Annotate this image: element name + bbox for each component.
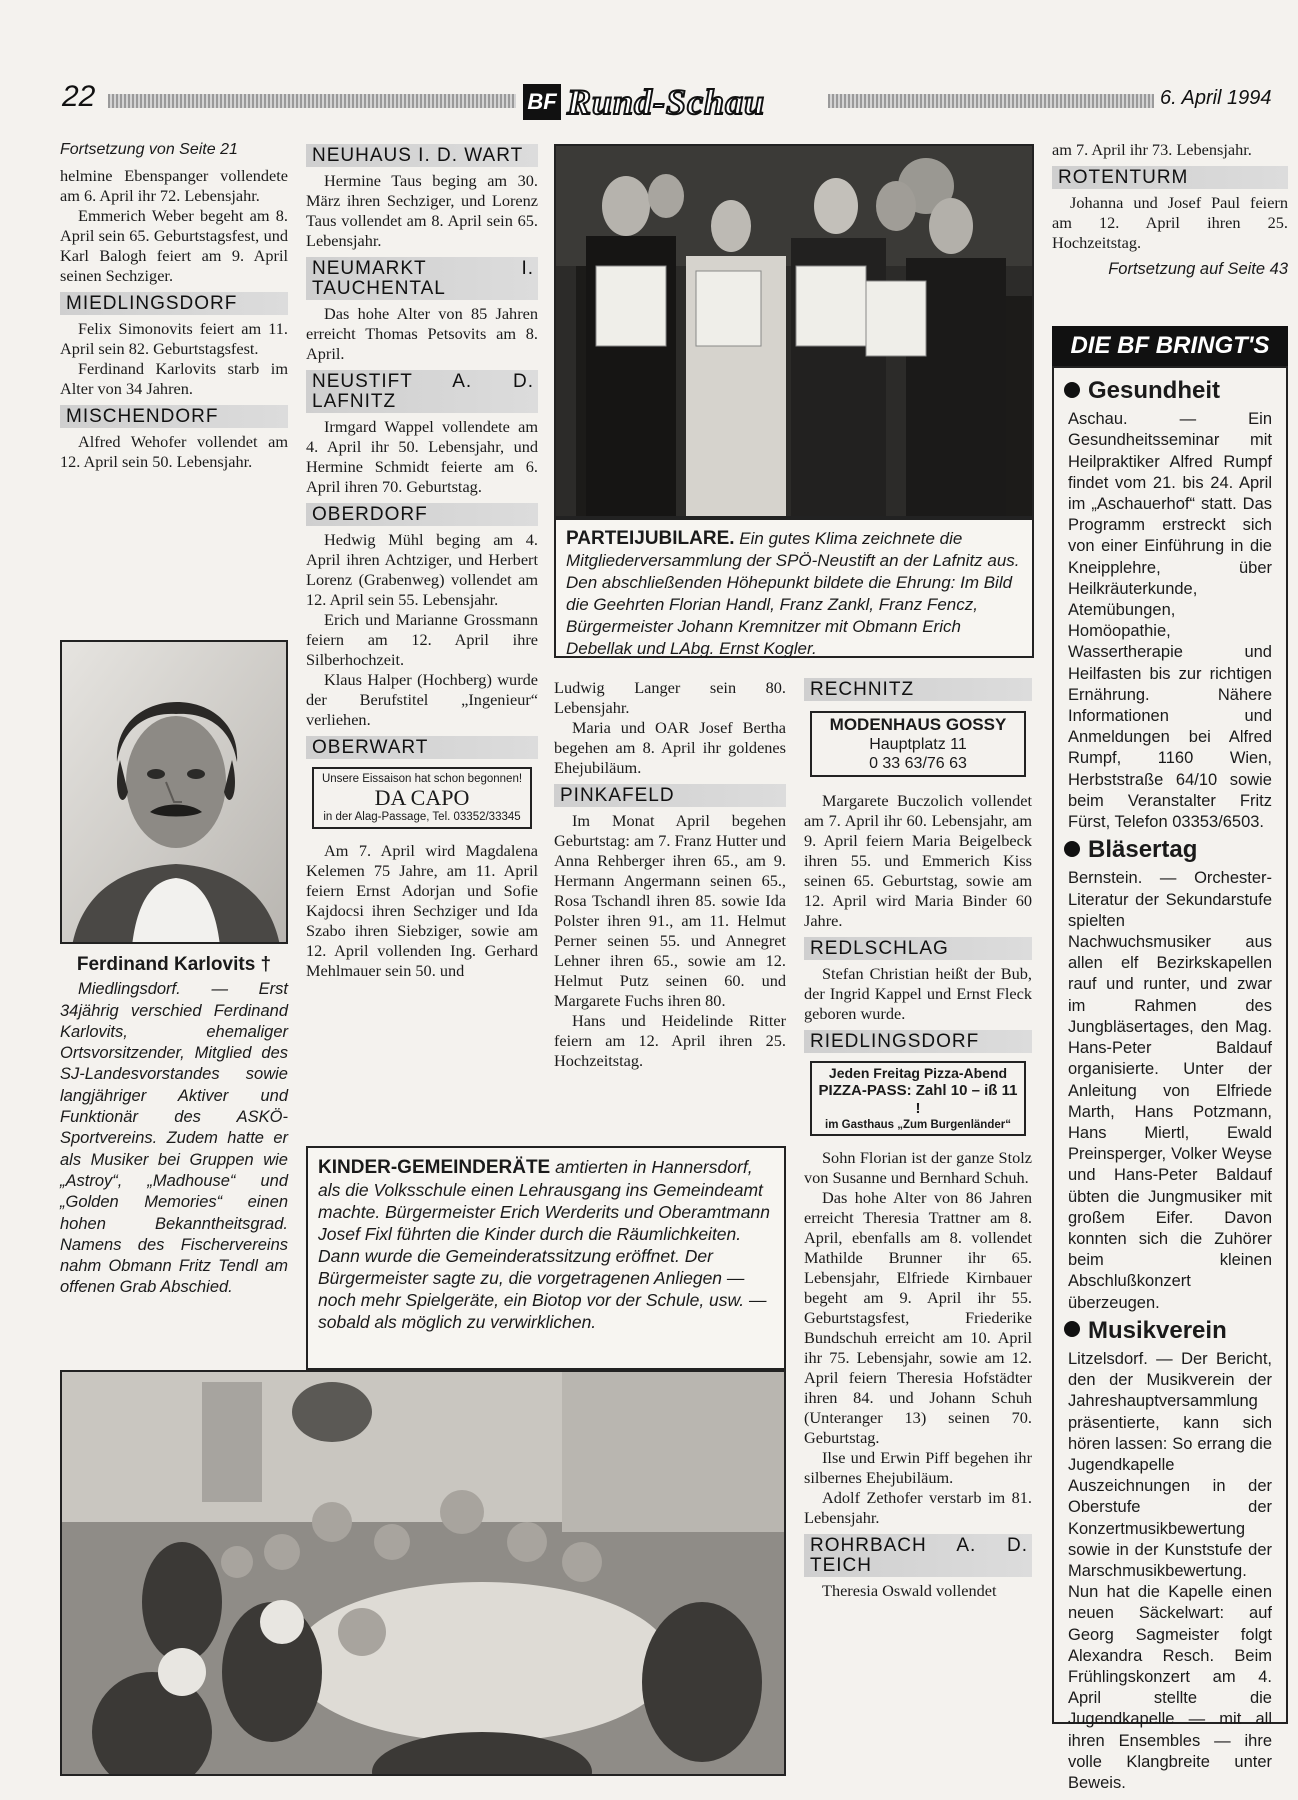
ad-name: MODENHAUS GOSSY	[829, 715, 1007, 734]
paragraph: Felix Simonovits feiert am 11. April sein 82. Geburtstagsfest.	[60, 319, 288, 358]
town-heading: NEUSTIFT A. D. LAFNITZ	[306, 370, 538, 413]
paragraph: Alfred Wehofer vollendet am 12. April sein 50. Lebensjahr.	[60, 432, 288, 471]
portrait-illustration	[62, 642, 288, 944]
paragraph: Hermine Taus beging am 30. März ihren Sechziger, und Lorenz Taus vollendet am 8. April sein 65. Lebensjahr.	[306, 171, 538, 250]
paragraph: Erich und Marianne Grossmann feiern am 12. April ihre Silberhochzeit.	[306, 610, 538, 669]
paragraph: am 7. April ihr 73. Lebensjahr.	[1052, 140, 1252, 159]
paragraph: Hans und Heidelinde Ritter feiern am 12. April ihren 25. Hochzeitstag.	[554, 1011, 786, 1070]
caption-text: Ein gutes Klima zeichnete die Mitgliederversammlung der SPÖ-Neustift an der Lafnitz aus. Den abschließenden Höhepunkt bildete die Ehrung: Im Bild die Geehrten Florian Handl, Franz Zankl, Franz Fencz, Bürgermeister Johann Kremnitzer mit Obmann Erich Debellak und LAbg. Ernst Kogler.	[566, 529, 1020, 658]
paragraph: Ferdinand Karlovits starb im Alter von 34 Jahren.	[60, 359, 288, 398]
header-rule-left	[108, 94, 516, 108]
caption-title: PARTEIJUBILARE.	[566, 528, 735, 549]
ad-line: in der Alag-Passage, Tel. 03352/33345	[323, 811, 521, 823]
logo-title: Rund-Schau	[567, 82, 766, 122]
paragraph: Hedwig Mühl beging am 4. April ihren Achtziger, und Herbert Lorenz (Grabenweg) vollendet am 12. April sein 55. Lebensjahr.	[306, 530, 538, 609]
paragraph: Das hohe Alter von 86 Jahren erreicht Theresia Trattner am 8. April, ebenfalls am 8. vollendet Mathilde Brunner ihr 65. Lebensjahr, Elfriede Kirnbauer begeht am 9. April ihr 55. Geburtstagsfest, Friederike Bundschuh erreicht am 10. April ihr 75. Lebensjahr, sowie am 12. April feiern Theresia Hofstädter ihren 84. und Johann Schuh (Unteranger 13) seinen 70. Geburtstag.	[804, 1188, 1032, 1447]
paragraph: Theresia Oswald vollendet	[822, 1581, 997, 1600]
section-text: Litzelsdorf. — Der Bericht, den der Musikverein der Jahreshauptversammlung präsentierte, kann sich hören lassen: So errang die Jugendkapelle Auszeichnungen in der Oberstufe der Konzertmusikbewertung sowie in der Kunststufe der Marschmusikbewertung. Nun hat die Kapelle einen neuen Säckelwart: auf Georg Sagmeister folgt Alexandra Resch. Beim Frühlingskonzert am 4. April stellte die Jugendkapelle — mit all ihren Ensembles — ihre volle Klangbreite unter Beweis.	[1068, 1349, 1272, 1792]
paragraph: Ludwig Langer sein 80. Lebensjahr.	[554, 678, 786, 717]
pizza-ad	[810, 1061, 1026, 1136]
town-heading: RECHNITZ	[804, 678, 1032, 701]
paragraph: Johanna und Josef Paul feiern am 12. April ihren 25. Hochzeitstag.	[1052, 193, 1288, 252]
column-3	[554, 678, 786, 1071]
ad-line: PIZZA-PASS: Zahl 10 – iß 11 !	[818, 1082, 1018, 1117]
paragraph: Am 7. April wird Magdalena Kelemen 75 Jahre, am 11. April feiern Ernst Adorjan und Sofie Kajdocsi ihren Sechziger und Ida Szabo ihren Siebziger, sowie am 12. April vollenden Ing. Gerhard Mehlmauer sein 50. und	[306, 841, 538, 980]
town-heading: OBERDORF	[306, 503, 538, 526]
paragraph: Adolf Zethofer verstarb im 81. Lebensjahr.	[804, 1488, 1032, 1527]
obituary-photo	[60, 640, 288, 944]
town-heading: PINKAFELD	[554, 784, 786, 807]
section-heading: Bläsertag	[1064, 839, 1272, 860]
ad-address: Hauptplatz 11	[869, 736, 967, 753]
column-4	[804, 678, 1032, 1601]
paragraph: Sohn Florian ist der ganze Stolz von Susanne und Bernhard Schuh.	[804, 1148, 1032, 1187]
paragraph: Irmgard Wappel vollendete am 4. April ihr 50. Lebensjahr, und Hermine Schmidt feierte am 6. April ihren 70. Geburtstag.	[306, 417, 538, 496]
town-heading: ROTENTURM	[1052, 166, 1288, 189]
kinder-photo	[60, 1370, 786, 1776]
logo-bf-mark: BF	[523, 84, 561, 120]
section-heading: Gesundheit	[1064, 380, 1272, 401]
section-text: Bernstein. — Orchester-Literatur der Sekundarstufe spielten Nachwuchsmusiker aus allen elf Bezirkskapellen rauf und runter, und zwar im Rahmen des Jungbläsertages, den Mag. Hans-Peter Baldauf organisierte. Unter der Anleitung von Elfriede Marth, Hans Potzmann, Hans Miertl, Ewald Preinsperger, Volker Weyse und Hans-Peter Baldauf übten die Jungmusiker mit großem Eifer. Davon konnten sich die Zuhörer beim kleinen Abschlußkonzert überzeugen.	[1068, 869, 1272, 1312]
classroom-photo-illustration	[62, 1372, 786, 1776]
ad-line: im Gasthaus „Zum Burgenländer“	[825, 1119, 1011, 1131]
town-heading: ROHRBACH A. D. TEICH	[804, 1534, 1032, 1577]
obituary-text: Miedlingsdorf. — Erst 34jährig verschied Ferdinand Karlovits, ehemaliger Ortsvorsitzender, Mitglied des SJ-Landesvorstandes sowie langjähriger Aktiver und Funktionär des ASKÖ-Sportvereins. Zudem hatte er als Musiker bei Gruppen wie „Astroy“, „Madhouse“ und „Golden Memories“ einen hohen Bekanntheitsgrad. Namens des Fischervereins nahm Obmann Fritz Tendl am offenen Grab Abschied.	[60, 980, 288, 1297]
masthead-logo	[523, 82, 821, 122]
bullet-icon	[1064, 382, 1080, 398]
bf-brings-title: DIE BF BRINGT'S	[1052, 326, 1288, 366]
town-heading: MIEDLINGSDORF	[60, 292, 288, 315]
caption-text: amtierten in Hannersdorf, als die Volksschule einen Lehrausgang ins Gemeindeamt machte. Bürgermeister Erich Werderits und Oberamtmann Josef Fixl führten die Kinder durch die Räumlichkeiten. Dann wurde die Gemeinderatssitzung eröffnet. Der Bürgermeister sagte zu, die vorgetragenen Anliegen — noch mehr Spielgeräte, ein Biotop vor der Schule, usw. — sobald als möglich zu verwirklichen.	[318, 1157, 770, 1332]
continued-on: Fortsetzung auf Seite 43	[1108, 260, 1288, 278]
ad-name: DA CAPO	[374, 785, 470, 810]
column-2	[306, 144, 538, 981]
paragraph: Ilse und Erwin Piff begehen ihr silbernes Ehejubiläum.	[804, 1448, 1032, 1487]
paragraph: Im Monat April begehen Geburtstag: am 7. Franz Hutter und Anna Rehberger ihren 65., am 9. Hermann Angermann seinen 65., Rosa Tschandl ihren 85. sowie Ida Polster ihren 91., am 11. Helmut Perner seinen 55. und Annegret Lehner ihren 65., sowie am 12. Helmut Putz seinen 60. und Margarete Fuchs ihren 80.	[554, 811, 786, 1010]
town-heading: NEUHAUS I. D. WART	[306, 144, 538, 167]
obituary-name: Ferdinand Karlovits †	[76, 954, 272, 975]
party-photo-caption	[554, 518, 1034, 658]
caption-title: KINDER-GEMEINDERÄTE	[318, 1157, 551, 1178]
ad-line: Unsere Eissaison hat schon begonnen!	[321, 773, 523, 785]
bullet-icon	[1064, 841, 1080, 857]
party-photo	[554, 144, 1034, 518]
kinder-caption	[306, 1146, 786, 1370]
section-text: Aschau. — Ein Gesundheitsseminar mit Heilpraktiker Alfred Rumpf findet vom 21. bis 24. April im „Aschauerhof“ statt. Das Programm erstreckt sich von einer Einführung in die Kneipplehre, über Heilkräuterkunde, Atemübungen, Homöopathie, Wassertherapie und Heilfasten bis zur richtigen Ernährung. Nähere Informationen und Anmeldungen bei Alfred Rumpf, 1160 Wien, Herbststraße 64/10 sowie beim Veranstalter Fritz Fürst, Telefon 03353/6503.	[1068, 410, 1272, 832]
paragraph: Margarete Buczolich vollendet am 7. April ihr 60. Lebensjahr, am 9. April feiern Maria Beigelbeck ihren 55. und Emmerich Kiss seinen 65. Geburtstag, sowie am 12. April wird Maria Binder 60 Jahre.	[804, 791, 1032, 930]
paragraph: Stefan Christian heißt der Bub, der Ingrid Kappel und Ernst Fleck geboren wurde.	[804, 964, 1032, 1023]
bullet-icon	[1064, 1321, 1080, 1337]
continued-from: Fortsetzung von Seite 21	[60, 141, 238, 158]
town-heading: NEUMARKT I. TAUCHENTAL	[306, 257, 538, 300]
column-5	[1052, 140, 1288, 279]
dacapo-ad	[312, 767, 532, 829]
column-1	[60, 140, 288, 472]
group-photo-illustration	[556, 146, 1034, 518]
obituary	[60, 954, 288, 1299]
paragraph: Das hohe Alter von 85 Jahren erreicht Thomas Petsovits am 8. April.	[306, 304, 538, 363]
town-heading: MISCHENDORF	[60, 405, 288, 428]
town-heading: REDLSCHLAG	[804, 937, 1032, 960]
paragraph: Maria und OAR Josef Bertha begehen am 8. April ihr goldenes Ehejubiläum.	[554, 718, 786, 777]
paragraph: helmine Ebenspanger vollendete am 6. April ihr 72. Lebensjahr.	[60, 166, 288, 205]
modenhaus-ad	[810, 711, 1026, 777]
paragraph: Emmerich Weber begeht am 8. April sein 65. Geburtstagsfest, und Karl Balogh feiert am 9. April seinen Sechziger.	[60, 206, 288, 285]
ad-line: Jeden Freitag Pizza-Abend	[828, 1065, 1008, 1081]
section-heading: Musikverein	[1064, 1320, 1272, 1341]
bf-brings-box	[1052, 366, 1288, 1792]
town-heading: OBERWART	[306, 736, 538, 759]
paragraph: Klaus Halper (Hochberg) wurde der Berufstitel „Ingenieur“ verliehen.	[306, 670, 538, 729]
header-rule-right	[828, 94, 1154, 108]
issue-date: 6. April 1994	[1160, 87, 1272, 109]
ad-phone: 0 33 63/76 63	[869, 755, 967, 772]
page-number: 22	[62, 80, 96, 113]
town-heading: RIEDLINGSDORF	[804, 1030, 1032, 1053]
